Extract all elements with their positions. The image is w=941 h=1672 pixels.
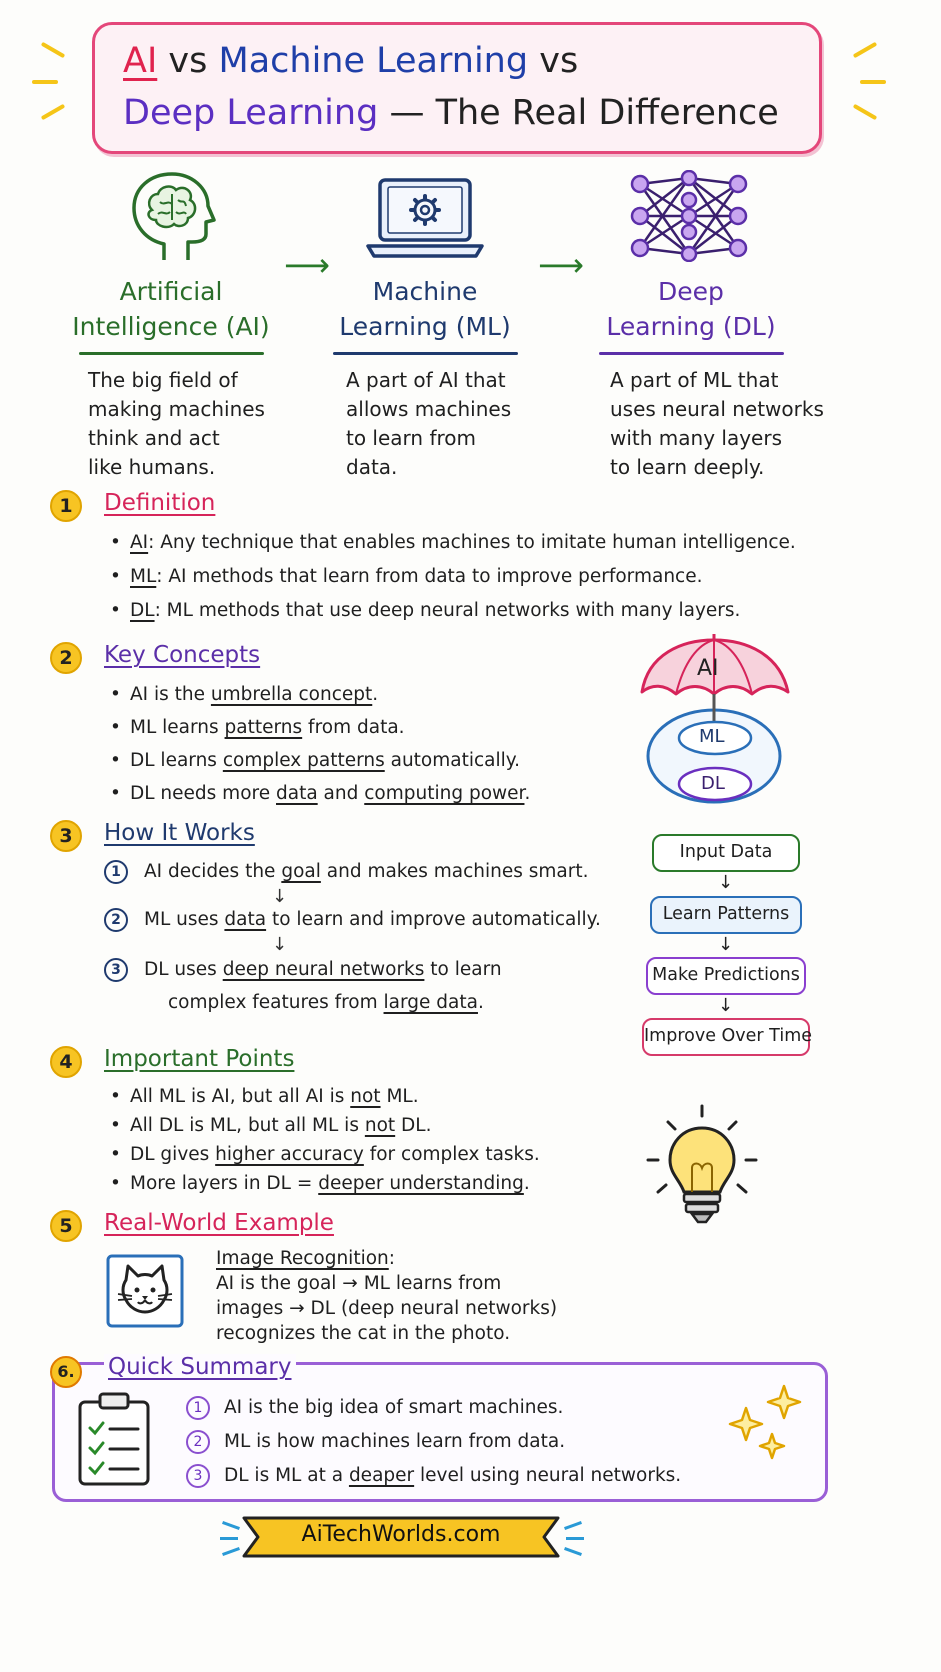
emphasis: data [224,909,267,930]
title-dl: Deep Learning [123,93,379,133]
arrow-right-icon: ⟶ [284,246,330,284]
list-item [108,1169,540,1198]
list-item [108,711,530,744]
laptop-gear-icon [364,176,486,262]
column-description [346,366,511,482]
list-item [108,777,530,810]
title-vs: vs [539,41,579,81]
text: AI decides the [144,861,282,882]
list-item [108,526,796,560]
sparkle-ray [32,80,58,84]
title-vs: vs [168,41,208,81]
section-title-quick-summary: Quick Summary [104,1354,296,1380]
step-number: 2 [104,908,128,932]
column-underline [333,352,518,355]
sparkle-ray [41,42,66,58]
desc-line: data. [346,455,398,479]
step-3 [104,958,502,982]
flow-learn-patterns: Learn Patterns [650,896,802,934]
list-item [108,560,796,594]
step-number: 1 [104,860,128,884]
text: All ML is AI, but all AI is [130,1086,351,1107]
summary-number: 3 [186,1464,210,1488]
example-line: recognizes the cat in the photo. [216,1323,511,1344]
desc-line: allows machines [346,397,512,421]
list-item [108,744,530,777]
section-number: 2 [50,642,82,674]
text: and makes machines smart. [320,861,589,882]
term-text: : AI methods that learn from data to improve performance. [156,566,703,587]
term: AI [130,532,149,553]
footer-ray [220,1537,238,1540]
text: . [524,783,531,804]
emphasis: data [276,783,318,804]
term-text: : ML methods that use deep neural networks with many layers. [154,600,741,621]
column-title: Deep [658,277,724,306]
footer-site-link[interactable]: AiTechWorlds.com [301,1522,501,1547]
summary-number: 2 [186,1430,210,1454]
text: DL needs more [130,783,276,804]
summary-number: 1 [186,1396,210,1420]
desc-line: like humans. [88,455,216,479]
example-heading [216,1246,557,1271]
text: DL gives [130,1144,216,1165]
section-number: 1 [50,490,82,522]
neural-network-icon [626,170,752,262]
text: : [388,1248,395,1269]
step-3-continued [168,992,484,1013]
text: DL learns [130,750,223,771]
title-line-1 [123,41,578,81]
section-number: 5 [50,1210,82,1242]
step-2 [104,908,601,932]
lightbulb-icon [644,1104,760,1228]
text: DL is ML at a [224,1465,349,1486]
footer-ray [564,1521,582,1530]
emphasis: computing power [364,783,525,804]
text: . [523,1173,530,1194]
column-title: Artificial [119,277,223,306]
section-number: 4 [50,1046,82,1078]
title-box [92,22,822,154]
text: AI is the big idea of smart machines. [224,1397,564,1418]
text: ML uses [144,909,225,930]
desc-line: with many layers [610,426,782,450]
sparkle-ray [41,104,66,120]
text: DL. [395,1115,432,1136]
column-underline [599,352,784,355]
desc-line: A part of ML that [610,368,779,392]
footer-ray [222,1521,240,1530]
section-title-real-world-example: Real-World Example [104,1210,334,1236]
text: level using neural networks. [414,1465,682,1486]
text: . [477,992,484,1013]
emphasis: complex patterns [222,750,385,771]
column-ai [36,274,306,355]
cat-icon [106,1254,184,1328]
text: and [317,783,365,804]
footer-ray [564,1547,582,1556]
flow-make-predictions: Make Predictions [646,957,806,995]
column-title: Learning (ML) [339,312,511,341]
text: ML is how machines learn from data. [224,1431,566,1452]
emphasis: goal [281,861,321,882]
section-title-key-concepts: Key Concepts [104,642,261,668]
emphasis: higher accuracy [215,1144,364,1165]
sparkle-icon [728,1384,804,1464]
text: to learn [424,959,502,980]
desc-line: A part of AI that [346,368,506,392]
summary-item-3 [186,1464,681,1488]
arrow-down-icon: ↓ [718,934,734,955]
example-heading-text: Image Recognition [216,1248,389,1269]
list-item [108,1082,540,1111]
arrow-down-icon: ↓ [718,872,734,893]
text: ML. [380,1086,419,1107]
emphasis: not [364,1115,396,1136]
list-item [108,1111,540,1140]
term: ML [130,566,157,587]
section-title-important-points: Important Points [104,1046,295,1072]
key-concepts-list [108,678,530,810]
emphasis: deep neural networks [222,959,425,980]
important-points-list [108,1082,540,1198]
flow-input-data: Input Data [652,834,800,872]
title-ml: Machine Learning [218,41,529,81]
sparkle-ray [853,42,878,58]
sparkle-ray [853,104,878,120]
column-dl [556,274,826,355]
step-number: 3 [104,958,128,982]
footer-ray [566,1537,584,1540]
text: from data. [302,717,405,738]
desc-line: making machines [88,397,265,421]
brain-head-icon [126,170,218,266]
text: automatically. [384,750,520,771]
list-item [108,1140,540,1169]
desc-line: The big field of [88,368,238,392]
flow-improve-over-time: Improve Over Time [642,1018,810,1056]
desc-line: to learn deeply. [610,455,765,479]
text: complex features from [168,992,384,1013]
column-description [610,366,824,482]
emphasis: umbrella concept [210,684,373,705]
term-text: : Any technique that enables machines to imitate human intelligence. [148,532,796,553]
text: More layers in DL = [130,1173,319,1194]
text: ML learns [130,717,225,738]
title-line-2 [123,93,779,133]
column-description [88,366,265,482]
arrow-down-icon: ↓ [272,886,288,907]
desc-line: uses neural networks [610,397,824,421]
term: DL [130,600,155,621]
arrow-right-icon: ⟶ [538,246,584,284]
text: All DL is ML, but all ML is [130,1115,365,1136]
emphasis: large data [383,992,478,1013]
desc-line: think and act [88,426,220,450]
list-item [108,594,796,628]
section-title-definition: Definition [104,490,216,516]
emphasis: deaper [348,1465,415,1486]
summary-item-2 [186,1430,565,1454]
summary-item-1 [186,1396,563,1420]
title-rest: — The Real Difference [389,93,779,133]
umbrella-label-ml: ML [699,726,725,747]
text: . [372,684,379,705]
umbrella-label-dl: DL [701,773,725,794]
section-number: 3 [50,820,82,852]
step-1 [104,860,589,884]
section-number: 6. [50,1356,82,1388]
column-title: Machine [372,277,478,306]
emphasis: deeper understanding [318,1173,524,1194]
definition-list [108,526,796,628]
column-underline [79,352,264,355]
desc-line: to learn from [346,426,476,450]
checklist-clipboard-icon [76,1392,152,1488]
title-ai: AI [123,41,158,81]
sparkle-ray [860,80,886,84]
example-text [216,1246,557,1346]
arrow-down-icon: ↓ [718,995,734,1016]
text: AI is the [130,684,211,705]
arrow-down-icon: ↓ [272,934,288,955]
emphasis: not [350,1086,381,1107]
example-line: AI is the goal → ML learns from [216,1273,502,1294]
example-line: images → DL (deep neural networks) [216,1298,558,1319]
list-item [108,678,530,711]
column-title: Intelligence (AI) [72,312,270,341]
text: for complex tasks. [363,1144,540,1165]
umbrella-label-ai: AI [697,656,719,681]
column-title: Learning (DL) [606,312,776,341]
section-title-how-it-works: How It Works [104,820,255,846]
emphasis: patterns [224,717,303,738]
column-ml [290,274,560,355]
footer-ray [222,1547,240,1556]
text: DL uses [144,959,223,980]
text: to learn and improve automatically. [266,909,601,930]
